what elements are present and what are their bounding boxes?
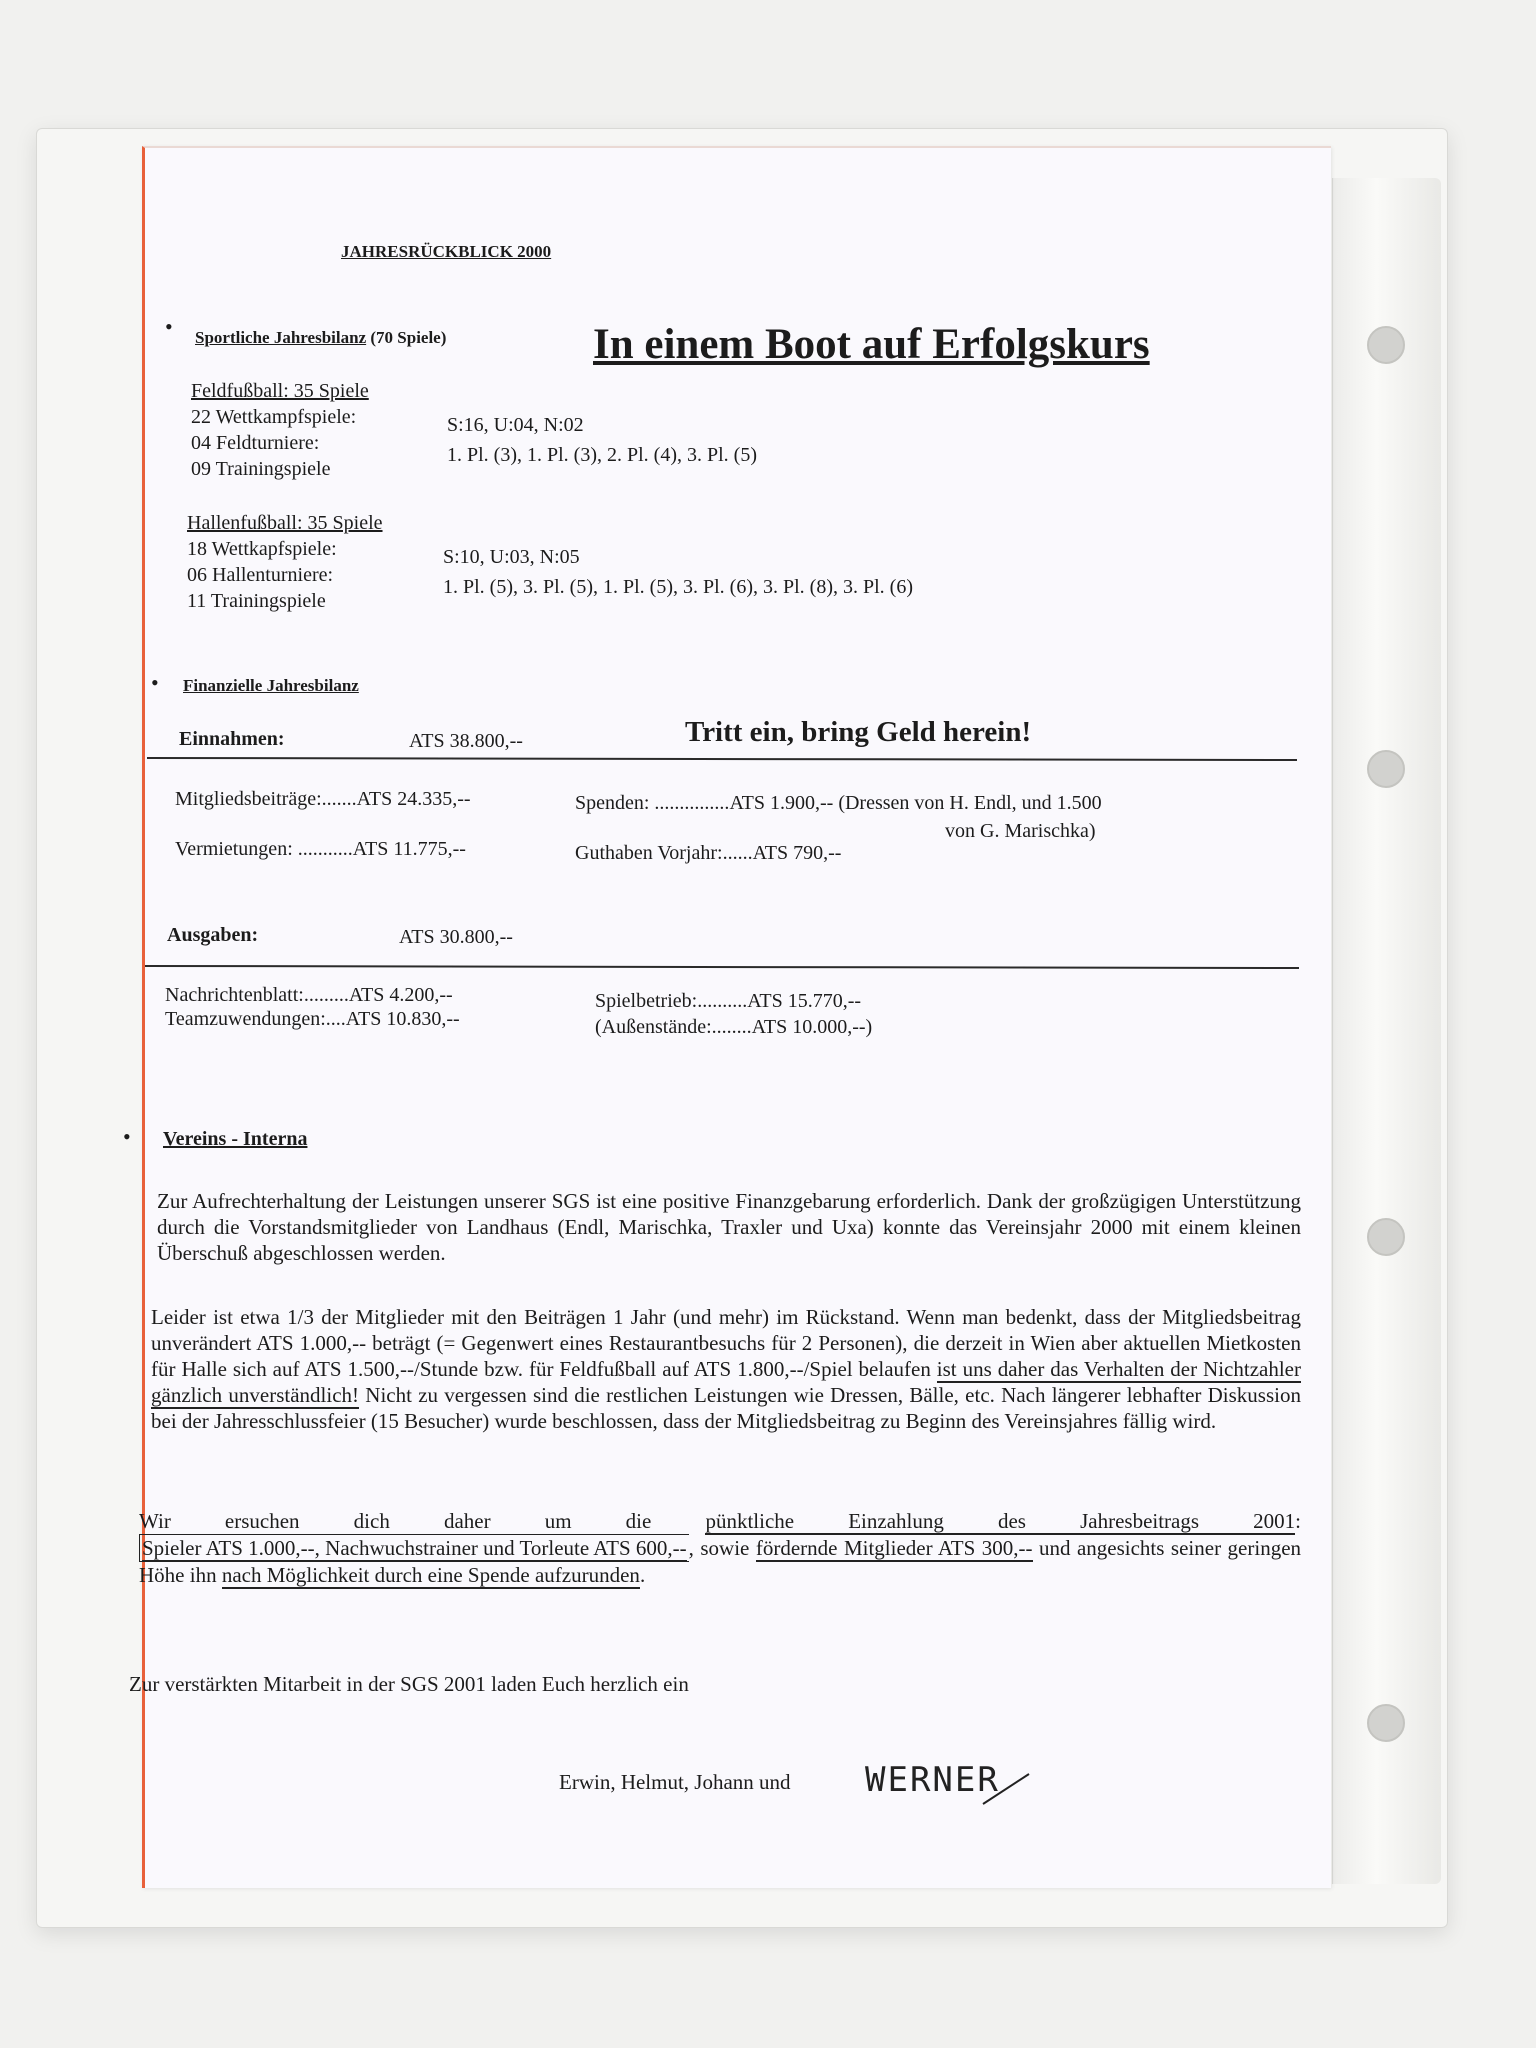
hall-row-label: 06 Hallenturniere: [187, 564, 334, 586]
divider [147, 757, 1297, 761]
expenses-label: Ausgaben: [167, 924, 259, 946]
slogan-top: In einem Boot auf Erfolgskurs [593, 321, 1150, 368]
divider [145, 965, 1299, 969]
punch-hole [1367, 1218, 1405, 1256]
punch-hole [1367, 326, 1405, 364]
handwritten-signature: WERNER [865, 1760, 1000, 1800]
finance-heading: Finanzielle Jahresbilanz [183, 676, 359, 695]
punch-hole [1367, 1704, 1405, 1742]
expense-item: Nachrichtenblatt:.........ATS 4.200,-- [165, 984, 453, 1006]
document-page [123, 146, 1331, 1888]
expense-item: (Außenstände:........ATS 10.000,--) [595, 1016, 873, 1038]
income-item: Spenden: ...............ATS 1.900,-- (Dressen von H. Endl, und 1.500 [575, 792, 1102, 814]
bullet: • [151, 670, 159, 695]
hall-row-label: 18 Wettkapfspiele: [187, 538, 337, 560]
finance-slogan: Tritt ein, bring Geld herein! [685, 716, 1032, 748]
signature-stroke [979, 1768, 1039, 1808]
paragraph: Zur Aufrechterhaltung der Leistungen unserer SGS ist eine positive Finanzgebarung erforderlich. Dank der großzügigen Unterstützung durch die Vorstandsmitglieder von Landhaus (Endl, Marischka, Traxler und Uxa) konnte das Vereinsjahr 2000 mit einem kleinen Überschuß abgeschlossen werden. [157, 1189, 1301, 1265]
expense-item: Teamzuwendungen:....ATS 10.830,-- [165, 1008, 460, 1030]
punch-hole [1367, 750, 1405, 788]
paragraph: Wir ersuchen dich daher um die pünktliche Einzahlung des Jahresbeitrags 2001: Spieler ATS 1.000,--, Nachwuchstrainer und Torleute ATS 600,--, sowie fördernde Mitglieder ATS 300,-- und angesichts seiner geringen Höhe ihn nach Möglichkeit durch eine Spende aufzurunden. [139, 1509, 1302, 1587]
field-row-label: 09 Trainingspiele [191, 458, 331, 480]
field-row-label: 04 Feldturniere: [191, 432, 320, 454]
sleeve-binding-strip [1332, 178, 1441, 1884]
emphasis-underline: ist uns daher das Verhalten der Nichtzahler gänzlich unverständlich! [151, 1357, 1301, 1407]
bullet: • [123, 1124, 131, 1149]
hall-row-label: 11 Trainingspiele [187, 590, 326, 612]
income-label: Einnahmen: [179, 728, 285, 750]
income-total: ATS 38.800,-- [409, 730, 523, 752]
hall-row-value: 1. Pl. (5), 3. Pl. (5), 1. Pl. (5), 3. Pl. (6), 3. Pl. (8), 3. Pl. (6) [443, 576, 913, 598]
field-row-value: S:16, U:04, N:02 [447, 414, 584, 436]
field-heading: Feldfußball: 35 Spiele [191, 380, 369, 402]
signers: Erwin, Helmut, Johann und [559, 1770, 791, 1794]
sport-heading: Sportliche Jahresbilanz (70 Spiele) [195, 328, 447, 347]
bullet: • [165, 314, 173, 339]
expenses-total: ATS 30.800,-- [399, 926, 513, 948]
income-item-note: von G. Marischka) [945, 820, 1096, 842]
income-item: Mitgliedsbeiträge:.......ATS 24.335,-- [175, 788, 471, 810]
hall-heading: Hallenfußball: 35 Spiele [187, 512, 383, 534]
income-item: Guthaben Vorjahr:......ATS 790,-- [575, 842, 842, 864]
document-title: JAHRESRÜCKBLICK 2000 [341, 242, 552, 261]
interna-heading: Vereins - Interna [163, 1128, 308, 1150]
income-item: Vermietungen: ...........ATS 11.775,-- [175, 838, 466, 860]
expense-item: Spielbetrieb:..........ATS 15.770,-- [595, 990, 862, 1012]
field-row-label: 22 Wettkampfspiele: [191, 406, 357, 428]
paragraph: Leider ist etwa 1/3 der Mitglieder mit den Beiträgen 1 Jahr (und mehr) im Rückstand. Wenn man bedenkt, dass der Mitgliedsbeitrag unverändert ATS 1.000,-- beträgt (= Gegenwert eines Restaurantbesuchs für 2 Personen), die derzeit in Wien aber aktuellen Mietkosten für Halle sich auf ATS 1.500,--/Stunde bzw. für Feldfußball auf ATS 1.800,--/Spiel belaufen ist uns daher das Verhalten der Nichtzahler gänzlich unverständlich! Nicht zu vergessen sind die restlichen Leistungen wie Dressen, Bälle, etc. Nach längerer lebhafter Diskussion bei der Jahresschlussfeier (15 Besucher) wurde beschlossen, dass der Mitgliedsbeitrag zu Beginn des Vereinsjahres fällig wird. [151, 1305, 1301, 1433]
fee-bracket: Spieler ATS 1.000,--, Nachwuchstrainer und Torleute ATS 600,-- [139, 1534, 689, 1562]
invitation: Zur verstärkten Mitarbeit in der SGS 2001 laden Euch herzlich ein [129, 1672, 689, 1696]
hall-row-value: S:10, U:03, N:05 [443, 546, 580, 568]
field-row-value: 1. Pl. (3), 1. Pl. (3), 2. Pl. (4), 3. Pl. (5) [447, 444, 757, 466]
